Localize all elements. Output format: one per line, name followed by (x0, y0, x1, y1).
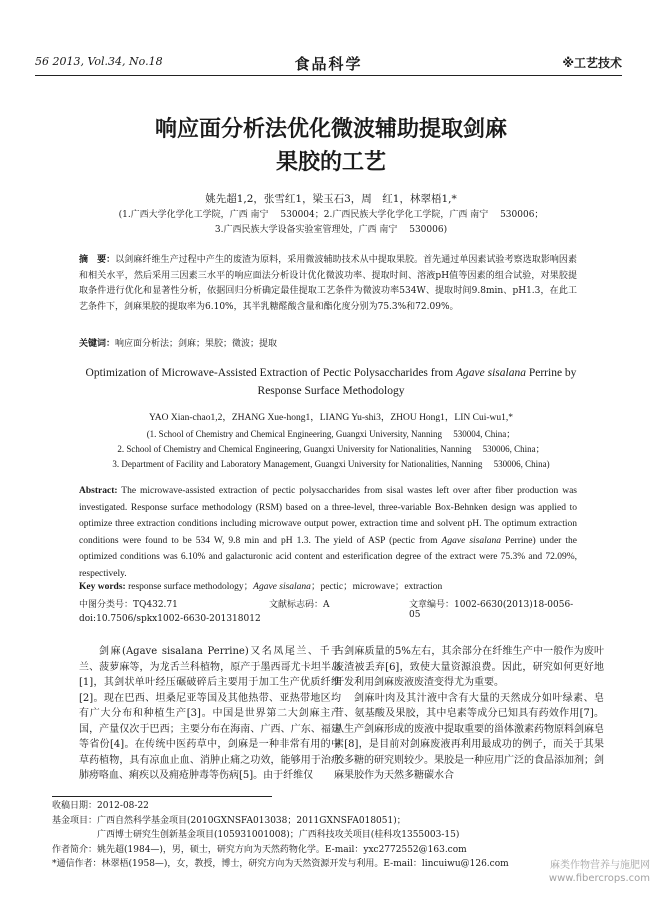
header-rule (35, 75, 622, 76)
watermark-line2: www.fibercrops.com (548, 873, 650, 884)
title-english (70, 364, 592, 400)
authors-chinese: 姚先超1,2，张雪红1，梁玉石3，周 红1，林翠梧1,* (205, 193, 457, 205)
abstract-cn-text: 以剑麻纤维生产过程中产生的废渣为原料，采用微波辅助技术从中提取果胶。首先通过单因素试验考察选取影响因素和相关水平，然后采用三因素三水平的响应面法分析设计优化微波功率、提取时间、溶液pH值等因素的组合试验，对果胶提取条件进行优化和显著性分析，依据回归分析确定最佳提取工艺条件为微波功率534W、提取时间9.8min、pH1.3，在此工艺条件下，剑麻果胶的提取率为6.10%，其半乳糖醛酸含量和酯化度分别为75.3%和72.09%。 (79, 255, 577, 312)
keywords-cn-label: 关键词： (79, 339, 116, 349)
article-number: 文章编号：1002-6630(2013)18-0056-05 (409, 600, 574, 620)
section-label: ※工艺技术 (562, 56, 622, 70)
footnote-rule (52, 796, 272, 797)
abstract-en-label: Abstract: (79, 486, 118, 496)
keywords-english: Key words: response surface methodology；Agave sisalana；pectic；microwave；extraction (79, 582, 443, 592)
abstract-cn-label: 摘 要： (79, 255, 116, 265)
title-cn-line2: 果胶的工艺 (275, 150, 386, 175)
affiliations-english (60, 427, 602, 472)
footnotes (52, 799, 622, 872)
title-en-line1: Optimization of Microwave-Assisted Extraction of Pectic Polysaccharides from Agave sisalana Perrine by (85, 367, 577, 379)
aff-cn-line2: 3.广西民族大学设备实验室管理处，广西 南宁 530006) (214, 225, 448, 235)
body-column-right (334, 644, 604, 784)
title-chinese (60, 113, 602, 179)
author-info: 作者简介：姚先超(1984—)，男，硕士，研究方向为天然药物化学。E-mail：yxc2772552@163.com (52, 844, 467, 855)
fund-info-1: 基金项目：广西自然科学基金项目(2010GXNSFA013038；2011GXNSFA018051)； (52, 815, 406, 826)
journal-header (35, 53, 622, 73)
doi: doi:10.7506/spkx1002-6630-201318012 (79, 614, 261, 624)
received-date: 收稿日期：2012-08-22 (52, 801, 149, 811)
body-paragraph: 剑麻(Agave sisalana Perrine)又名凤尾兰、千手兰、菠萝麻等，为龙舌兰科植物，原产于墨西哥尤卡坦半岛[1]，其剑状单叶经压碾破碎后主要用于加工生产优质纤维[2]。现在巴西、坦桑尼亚等国及其他热带、亚热带地区均有广大分布和种植生产[3]。中国是世界第二大剑麻主产国，产量仅次于巴西；主要分布在海南、广西、广东、福建等省份[4]。在传统中医药草中，剑麻是一种非常有用的中草药植物，具有凉血止血、消肿止痛之功效，能够用于治疗肺痨咯血、痢疾以及痈疮肿毒等伤病[5]。由于纤维仅 (79, 646, 341, 781)
affiliations-chinese (60, 208, 602, 238)
body-paragraph: 剑麻叶肉及其汁液中含有大量的天然成分如叶绿素、皂苷、氨基酸及果胶，其中皂素等成分已知具有药效作用[7]。从生产剑麻形成的废液中提取重要的甾体激素药物原料剑麻皂素[8]，是目前对剑麻废液再利用最成功的例子，而关于其果胶多糖的研究则较少。果胶是一种应用广泛的食品添加剂；剑麻果胶作为天然多糖碳水合 (334, 692, 604, 781)
keywords-chinese (79, 336, 577, 349)
title-cn-line1: 响应面分析法优化微波辅助提取剑麻 (154, 117, 507, 142)
aff-en-line3: 3. Department of Facility and Laboratory Management, Guangxi University for Nationalities, Nanning 530006, China) (112, 459, 550, 469)
authors-english: YAO Xian-chao1,2，ZHANG Xue-hong1，LIANG Yu-shi3，ZHOU Hong1，LIN Cui-wu1,* (148, 413, 514, 423)
corresponding-author: *通信作者：林翠梧(1958—)，女，教授，博士，研究方向为天然资源开发与利用。E-mail：lincuiwu@126.com (52, 859, 509, 869)
body-column-left (79, 644, 341, 784)
watermark (549, 859, 650, 885)
clc-number: 中图分类号：TQ432.71 (79, 600, 178, 610)
abstract-chinese (79, 253, 577, 315)
aff-en-line2: 2. School of Chemistry and Chemical Engineering, Guangxi University for Nationalities, Nanning 530006, China； (117, 444, 545, 454)
document-code: 文献标志码：A (269, 600, 330, 610)
title-en-line2: Response Surface Methodology (257, 385, 405, 397)
abstract-english: Abstract: The microwave-assisted extraction of pectic polysaccharides from sisal wastes left over after fiber production was investigated. Response surface methodology (RSM) based on a three-level, three-variable Box-Behnken design was applied to optimize three extraction conditions including microwave output power, extraction time and solvent pH. The optimum extraction conditions were found to be 534 W, 9.8 min and pH 1.3. The yield of ASP (pectic from Agave sisalana Perrine) under the optimized conditions was 6.10% and galacturonic acid content and esterification degree of the extract were 75.3% and 72.09%, respectively. (79, 486, 577, 579)
aff-cn-line1: (1.广西大学化学化工学院，广西 南宁 530004；2.广西民族大学化学化工学院，广西 南宁 530006； (118, 210, 544, 220)
fund-info-2: 广西博士研究生创新基金项目(105931001008)；广西科技攻关项目(桂科攻1355003-15) (52, 830, 460, 840)
aff-en-line1: (1. School of Chemistry and Chemical Engineering, Guangxi University, Nanning 530004, China； (146, 429, 516, 439)
journal-name: 食品科学 (294, 55, 363, 73)
body-paragraph: 占剑麻质量的5%左右，其余部分在纤维生产中一般作为废叶废渣被丢弃[6]，致使大量资源浪费。因此，研究如何更好地开发利用剑麻废液废渣变得尤为重要。 (334, 646, 604, 688)
keywords-cn-text: 响应面分析法；剑麻；果胶；微波；提取 (115, 339, 278, 349)
watermark-line1: 麻类作物营养与施肥网 (550, 860, 650, 871)
journal-issue: 56 2013, Vol.34, No.18 (35, 55, 163, 68)
keywords-en-label: Key words: (79, 582, 126, 592)
